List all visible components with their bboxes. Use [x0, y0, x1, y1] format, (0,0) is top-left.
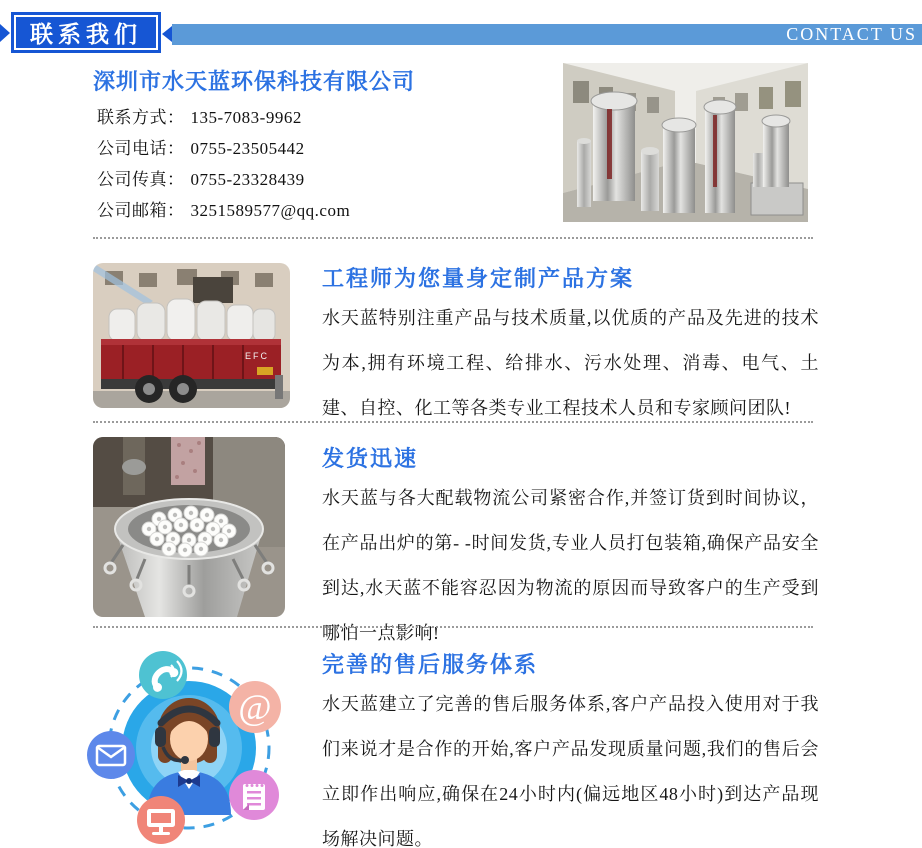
contact-row-phone: [97, 102, 350, 133]
contact-list: [97, 102, 350, 226]
contact-label: 公司传真：: [97, 170, 185, 189]
section-title-fast-shipping: 发货迅速: [322, 446, 419, 471]
section-body-custom-design: 水天蓝特别注重产品与技术质量,以优质的产品及先进的技术为本,拥有环境工程、给排水、污水处理、消毒、电气、土建、自控、化工等各类专业工程技术人员和专家顾问团队!: [322, 308, 819, 418]
filter-housing-cartridges-photo: [93, 437, 285, 617]
dotted-divider: [93, 237, 813, 239]
contact-value: 3251589577@qq.com: [190, 201, 351, 220]
contact-label: 公司电话：: [97, 139, 185, 158]
right-arrow-decoration: [162, 26, 172, 42]
contact-value: 135-7083-9962: [190, 108, 302, 127]
section-title-after-sales: 完善的售后服务体系: [322, 652, 539, 677]
at-icon: [229, 681, 281, 733]
mail-icon: [87, 731, 135, 779]
contact-label: 公司邮箱：: [97, 201, 185, 220]
page-title-en: CONTACT US: [786, 24, 917, 44]
contact-label: 联系方式：: [97, 108, 185, 127]
notepad-icon: [229, 770, 279, 820]
contact-value: 0755-23505442: [190, 139, 305, 158]
dotted-divider: [93, 421, 813, 423]
contact-value: 0755-23328439: [190, 170, 305, 189]
svg-text:@: @: [238, 687, 272, 727]
phone-icon: [139, 651, 187, 699]
dotted-divider: [93, 626, 813, 628]
contact-row-tel: [97, 133, 350, 164]
page-title: 联系我们: [30, 22, 142, 47]
section-body-fast-shipping: 水天蓝与各大配载物流公司紧密合作,并签订货到时间协议， 在产品出炉的第- -时间发货,专业人员打包装箱,确保产品安全到达,水天蓝不能容忍因为物流的原因而导致客户的生产受到哪怕一点影响!: [322, 488, 819, 643]
header-bar: [172, 24, 922, 45]
contact-row-fax: [97, 164, 350, 195]
section-title-custom-design: 工程师为您量身定制产品方案: [322, 266, 635, 291]
truck-loaded-with-products-photo: [93, 263, 290, 408]
contact-title-box: [11, 12, 161, 53]
equipment-factory-photo: [563, 63, 808, 222]
section-body-after-sales: 水天蓝建立了完善的售后服务体系,客户产品投入使用对于我们来说才是合作的开始,客户产品发现质量问题,我们的售后会立即作出响应,确保在24小时内(偏远地区48小时)到达产品现场解决问题。: [322, 694, 819, 848]
company-name: 深圳市水天蓝环保科技有限公司: [93, 69, 416, 94]
left-arrow-decoration: [0, 24, 10, 42]
svg-text:EFC: EFC: [245, 351, 269, 361]
monitor-icon: [137, 796, 185, 844]
contact-row-email: [97, 195, 350, 226]
customer-service-illustration: [85, 643, 290, 848]
